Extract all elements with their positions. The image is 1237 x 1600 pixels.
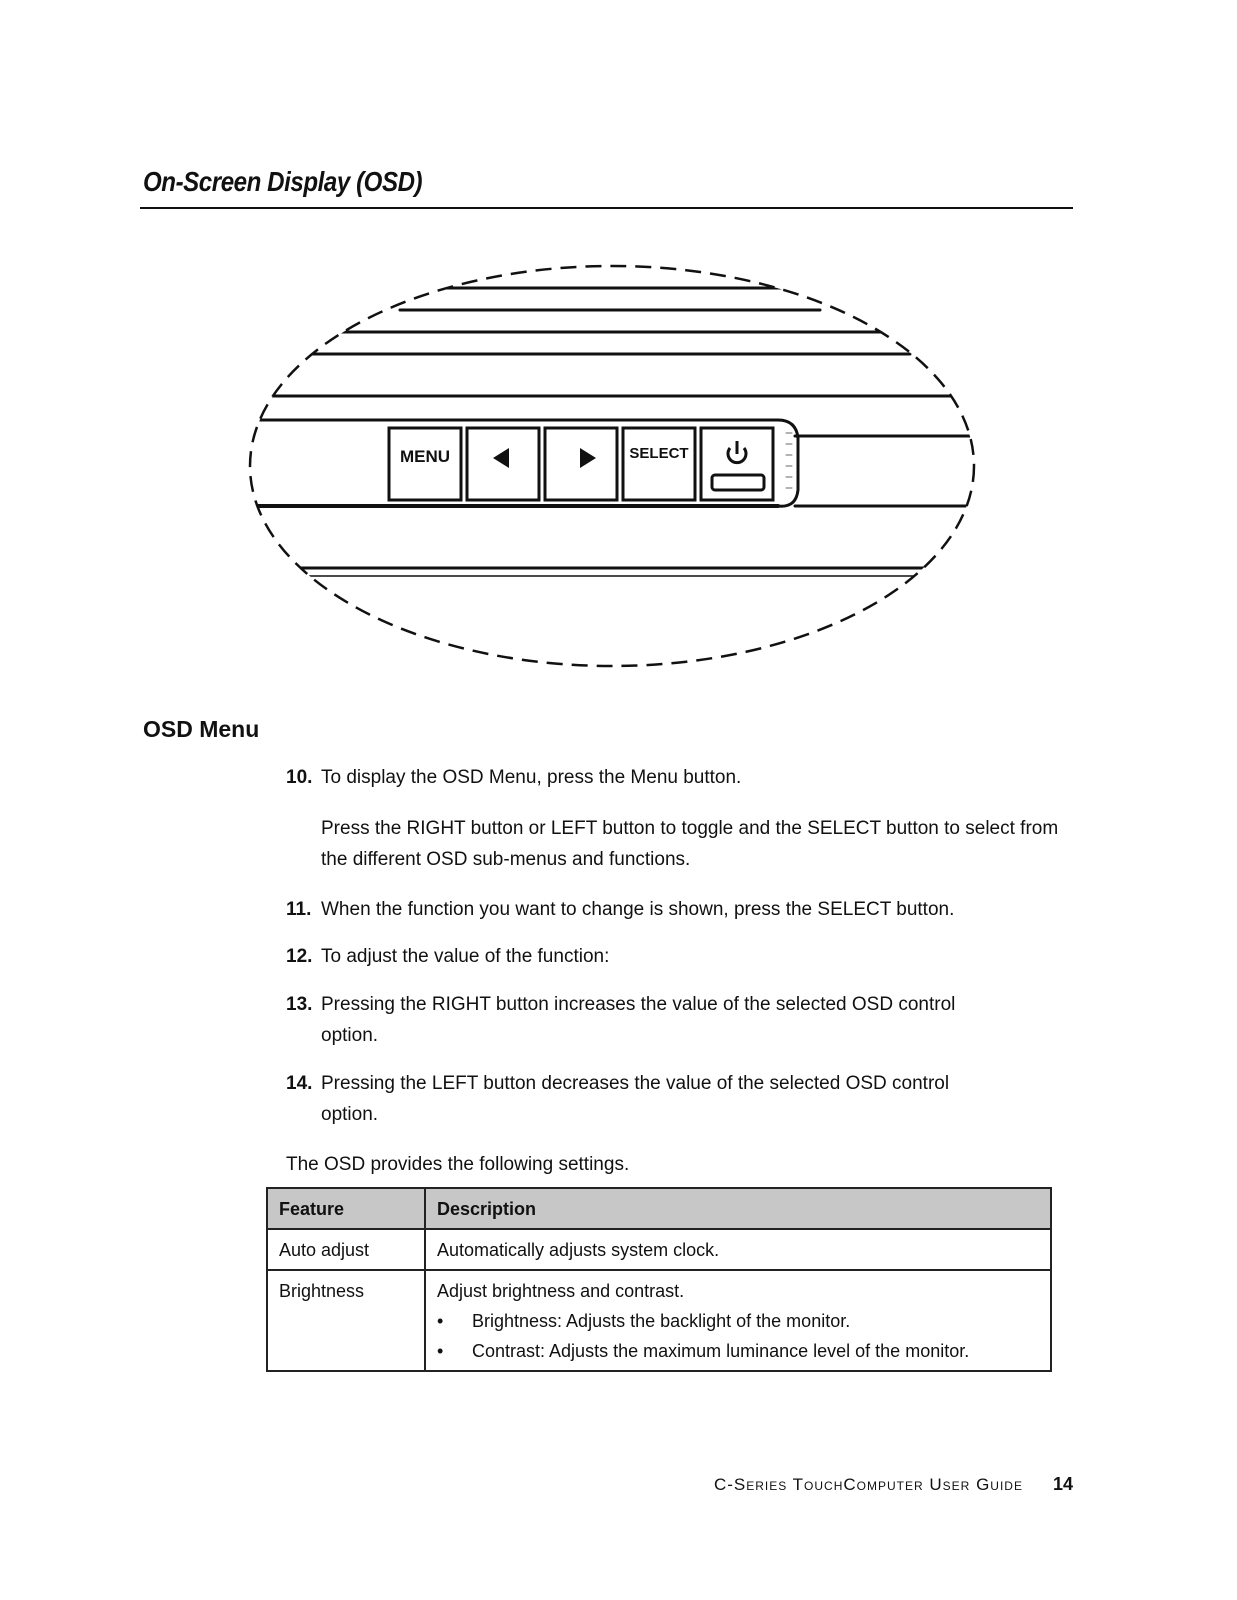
- table-header-row: [267, 1188, 1051, 1229]
- description-cell: [425, 1270, 1051, 1371]
- step-12: [286, 941, 1066, 972]
- list-item-text: Contrast: Adjusts the maximum luminance level of the monitor.: [472, 1341, 970, 1361]
- feature-cell: Auto adjust: [267, 1229, 425, 1270]
- bullet-icon: •: [437, 1311, 444, 1331]
- step-number: 12.: [286, 946, 313, 967]
- right-button: [545, 428, 617, 500]
- select-button-label: SELECT: [629, 445, 689, 462]
- step-number: 14.: [286, 1073, 313, 1094]
- list-item-text: Brightness: Adjusts the backlight of the monitor.: [472, 1311, 851, 1331]
- step-11: [286, 894, 1066, 925]
- step-13: [286, 989, 1066, 1051]
- header-description: Description: [425, 1188, 1051, 1229]
- step-text: When the function you want to change is shown, press the SELECT button.: [321, 899, 955, 920]
- page-footer: [560, 1474, 1073, 1495]
- bullet-list: [437, 1310, 1039, 1362]
- step-number: 13.: [286, 994, 313, 1015]
- step-text: Pressing the RIGHT button increases the value of the selected OSD control: [321, 994, 956, 1015]
- page-number: 14: [1052, 1474, 1073, 1494]
- step-text: Pressing the LEFT button decreases the value of the selected OSD control: [321, 1073, 950, 1094]
- step-14: [286, 1068, 1066, 1130]
- step-text: To adjust the value of the function:: [321, 946, 610, 967]
- header-feature: Feature: [267, 1188, 425, 1229]
- step-number: 11.: [286, 899, 312, 920]
- section-heading: OSD Menu: [143, 716, 260, 742]
- left-button: [467, 428, 539, 500]
- power-button: [701, 428, 773, 500]
- osd-settings-table: [266, 1187, 1052, 1372]
- list-item: [437, 1340, 1039, 1362]
- title-rule: [140, 207, 1073, 209]
- table-intro: The OSD provides the following settings.: [286, 1154, 630, 1175]
- step-text-continued: option.: [321, 1104, 379, 1125]
- page-title: On-Screen Display (OSD): [143, 166, 423, 197]
- bullet-icon: •: [437, 1341, 444, 1361]
- description-text: Adjust brightness and contrast.: [437, 1281, 685, 1301]
- step-10-detail: Press the RIGHT button or LEFT button to toggle and the SELECT button to select from the different OSD sub-menus and functions.: [321, 818, 1059, 870]
- description-cell: Automatically adjusts system clock.: [425, 1229, 1051, 1270]
- list-item: [437, 1310, 1039, 1332]
- step-10: [286, 762, 1066, 793]
- select-button: [623, 428, 695, 500]
- step-text: To display the OSD Menu, press the Menu button.: [321, 767, 742, 788]
- menu-button: [389, 428, 461, 500]
- step-number: 10.: [286, 767, 313, 788]
- feature-cell: Brightness: [267, 1270, 425, 1371]
- table-row: [267, 1270, 1051, 1371]
- power-led: [712, 475, 764, 490]
- table-row: [267, 1229, 1051, 1270]
- step-text-continued: option.: [321, 1025, 379, 1046]
- osd-button-figure: [240, 258, 985, 673]
- footer-guide-title: C-Series TouchComputer User Guide: [713, 1475, 1023, 1494]
- menu-button-label: MENU: [399, 447, 451, 466]
